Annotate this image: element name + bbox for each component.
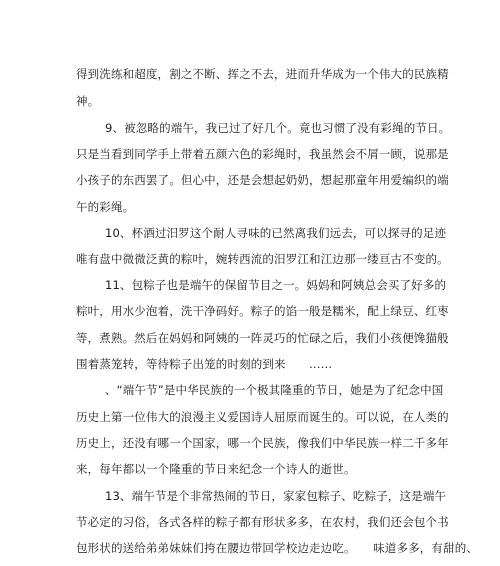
text-line: 11、包粽子也是端午的保留节目之一。妈妈和阿姨总会买了好多的 [105, 278, 447, 292]
text-line: 围着蒸笼转，等待粽子出笼的时刻的到来 …… [76, 357, 333, 371]
text-line: 9、被忽略的端午，我已过了好几个。竟也习惯了没有彩绳的节日。 [105, 121, 451, 135]
text-line: 历史上，还没有哪一个国家，哪一个民族，像我们中华民族一样二千多年 [76, 436, 449, 450]
text-line: 得到洗练和超度，割之不断、挥之不去，进而升华成为一个伟大的民族精 [76, 67, 449, 81]
text-line: 、“端午节”是中华民族的一个极其隆重的节日，她是为了纪念中国 [105, 383, 444, 397]
text-line: 13、端午节是个非常热闹的节日，家家包粽子、吃粽子，这是端午 [105, 489, 447, 503]
text-line: 来，每年都以一个隆重的节日来纪念一个诗人的逝世。 [76, 462, 356, 476]
text-line: 小孩子的东西罢了。但心中，还是会想起奶奶，想起那童年用爱编织的端 [76, 173, 449, 187]
text-line: 包形状的送给弟弟妹妹们挎在腰边带回学校边走边吃。 味道多多，有甜的、 [76, 541, 478, 555]
text-line: 神。 [76, 94, 100, 108]
text-line: 粽叶，用水少泡着，洗干净码好。粽子的馅一般是糯米，配上绿豆、红枣 [76, 304, 449, 318]
text-line: 只是当看到同学手上带着五颜六色的彩绳时，我虽然会不屑一顾，说那是 [76, 147, 449, 161]
text-line: 等，煮熟。然后在妈妈和阿姨的一阵灵巧的忙碌之后，我们小孩便馋猫般 [76, 331, 449, 345]
text-line: 唯有盘中微微泛黄的粽叶，婉转西流的汨罗江和江边那一缕亘古不变的。 [76, 252, 449, 266]
text-line: 历史上第一位伟大的浪漫主义爱国诗人屈原而诞生的。可以说，在人类的 [76, 410, 449, 424]
text-line: 午的彩绳。 [76, 200, 135, 214]
text-line: 10、杯酒过汨罗这个耐人寻味的已然离我们远去，可以探寻的足迹 [105, 226, 447, 240]
text-line: 节必定的习俗，各式各样的粽子都有形状多多，在农村，我们还会包个书 [76, 515, 449, 529]
